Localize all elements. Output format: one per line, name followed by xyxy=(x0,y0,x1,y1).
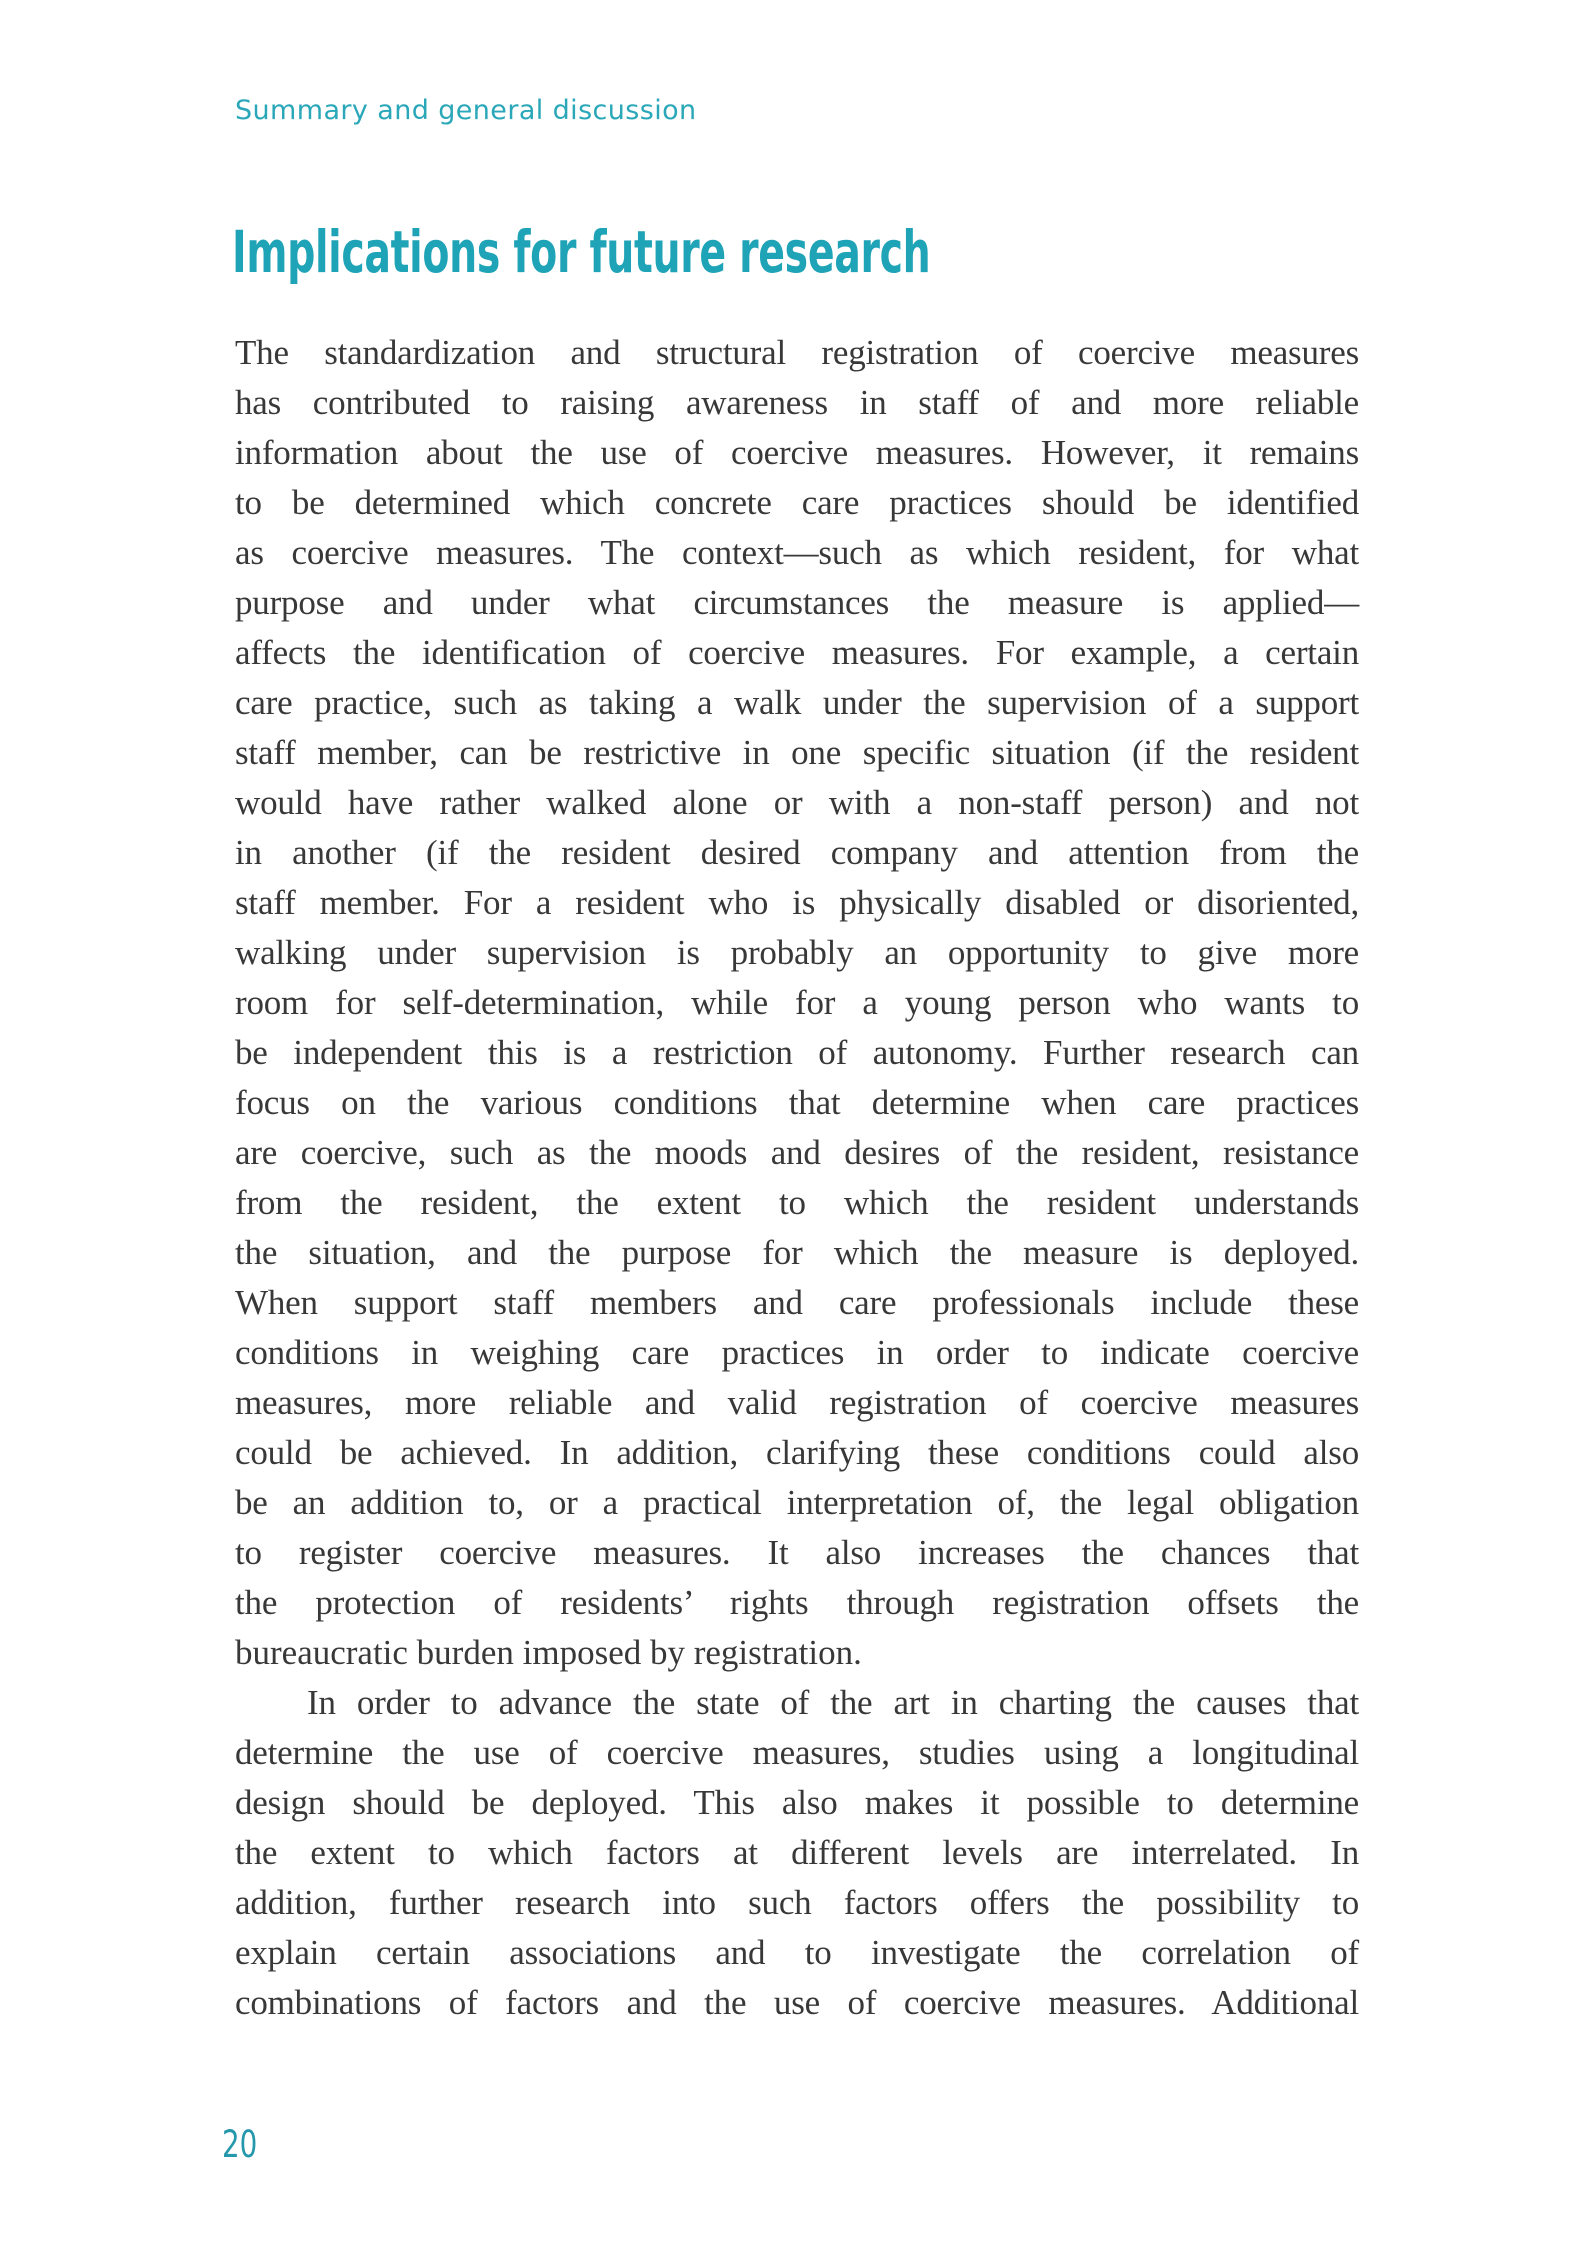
text-line: to be determined which concrete care practices should be identified xyxy=(235,483,1359,522)
text-line: has contributed to raising awareness in staff of and more reliable xyxy=(235,383,1359,422)
text-line: in another (if the resident desired company and attention from the xyxy=(235,833,1359,872)
text-line: The standardization and structural registration of coercive measures xyxy=(235,333,1359,372)
text-line: information about the use of coercive measures. However, it remains xyxy=(235,433,1359,472)
page-number: 20 xyxy=(222,2123,258,2166)
text-line: staff member, can be restrictive in one specific situation (if the resident xyxy=(235,733,1359,772)
text-line: staff member. For a resident who is physically disabled or disoriented, xyxy=(235,883,1359,922)
text-line: affects the identification of coercive measures. For example, a certain xyxy=(235,633,1359,672)
text-line: bureaucratic burden imposed by registration. xyxy=(235,1633,862,1672)
text-line: design should be deployed. This also makes it possible to determine xyxy=(235,1783,1359,1822)
text-line: the protection of residents’ rights through registration offsets the xyxy=(235,1583,1359,1622)
text-line: explain certain associations and to investigate the correlation of xyxy=(235,1933,1359,1972)
text-line: In order to advance the state of the art in charting the causes that xyxy=(307,1683,1359,1722)
text-line: be an addition to, or a practical interpretation of, the legal obligation xyxy=(235,1483,1359,1522)
text-line: When support staff members and care professionals include these xyxy=(235,1283,1359,1322)
text-line: as coercive measures. The context—such as which resident, for what xyxy=(235,533,1359,572)
section-heading: Implications for future research xyxy=(232,218,931,286)
text-line: addition, further research into such factors offers the possibility to xyxy=(235,1883,1359,1922)
text-line: to register coercive measures. It also increases the chances that xyxy=(235,1533,1359,1572)
text-line: be independent this is a restriction of autonomy. Further research can xyxy=(235,1033,1359,1072)
text-line: measures, more reliable and valid registration of coercive measures xyxy=(235,1383,1359,1422)
text-line: could be achieved. In addition, clarifying these conditions could also xyxy=(235,1433,1359,1472)
text-line: room for self-determination, while for a young person who wants to xyxy=(235,983,1359,1022)
text-line: focus on the various conditions that determine when care practices xyxy=(235,1083,1359,1122)
text-line: walking under supervision is probably an opportunity to give more xyxy=(235,933,1359,972)
text-line: conditions in weighing care practices in order to indicate coercive xyxy=(235,1333,1359,1372)
text-line: the situation, and the purpose for which the measure is deployed. xyxy=(235,1233,1359,1272)
text-line: combinations of factors and the use of coercive measures. Additional xyxy=(235,1983,1359,2022)
text-line: the extent to which factors at different levels are interrelated. In xyxy=(235,1833,1359,1872)
running-header-title: Summary and general discussion xyxy=(235,95,697,126)
text-line: purpose and under what circumstances the measure is applied— xyxy=(235,583,1359,622)
text-line: determine the use of coercive measures, studies using a longitudinal xyxy=(235,1733,1359,1772)
text-line: are coercive, such as the moods and desires of the resident, resistance xyxy=(235,1133,1359,1172)
text-line: would have rather walked alone or with a non-staff person) and not xyxy=(235,783,1359,822)
body-text xyxy=(235,328,1359,2028)
text-line: from the resident, the extent to which the resident understands xyxy=(235,1183,1359,1222)
text-line: care practice, such as taking a walk under the supervision of a support xyxy=(235,683,1359,722)
